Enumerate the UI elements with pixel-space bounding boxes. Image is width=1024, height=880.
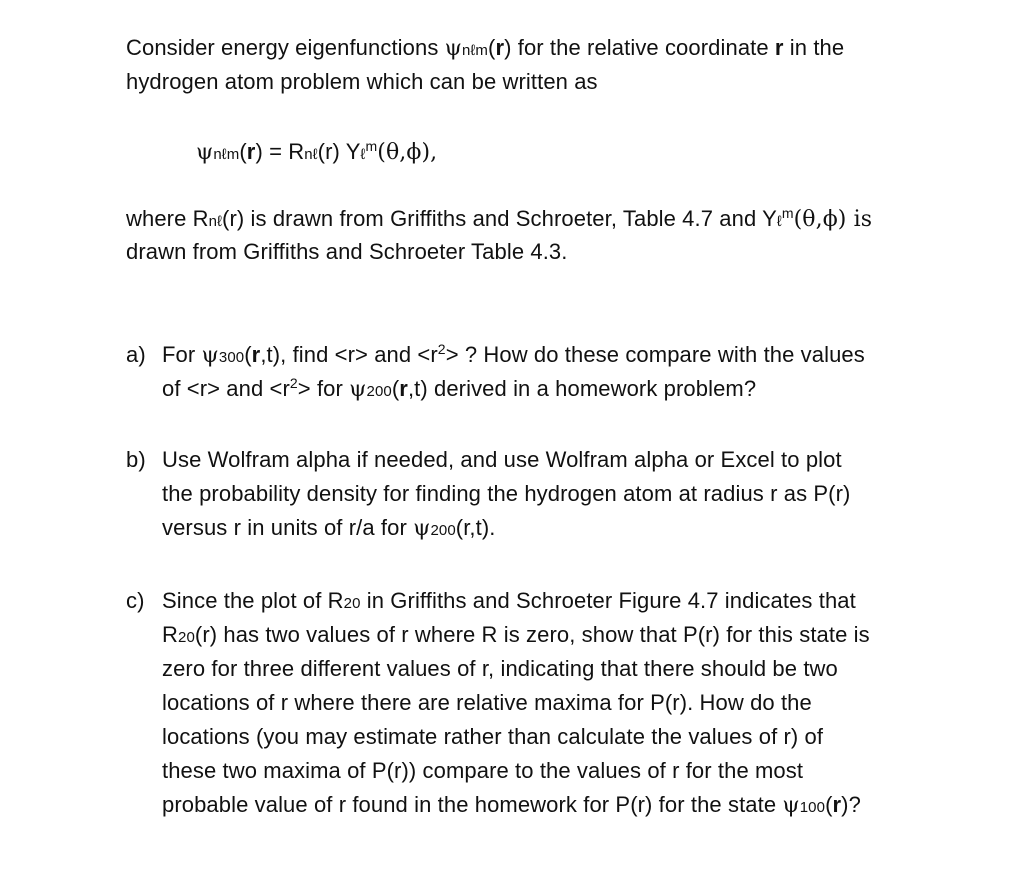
part-c-line-1: Since the plot of R20 in Griffiths and Schroeter Figure 4.7 indicates that [162,588,856,613]
part-c-line-5: locations (you may estimate rather than calculate the values of r) of [162,724,824,749]
part-c-line-6: these two maxima of P(r)) compare to the values of r for the most [162,758,804,783]
part-a-label: a) [126,342,146,367]
part-c-line-3: zero for three different values of r, indicating that there should be two [162,656,838,681]
intro-line-2: hydrogen atom problem which can be written as [126,69,598,94]
part-c-line-4: locations of r where there are relative maxima for P(r). How do the [162,690,812,715]
part-b-label: b) [126,447,146,472]
part-c-line-2: R20(r) has two values of r where R is zero, show that P(r) for this state is [162,622,870,647]
part-a-line-1: For ψ300(r,t), find <r> and $<r^2>$ ? How do these compare with the values [162,341,865,368]
intro-line-1: Consider energy eigenfunctions ψnℓm(r) for the relative coordinate r in the [126,35,845,61]
part-c-label: c) [126,588,145,613]
part-a-line-2: of <r> and $<r^2>$ for ψ200(r,t) derived in a homework problem? [162,375,757,402]
part-c-line-7: probable value of r found in the homework for P(r) for the state ψ100(r)? [162,792,861,818]
part-b-line-3: versus r in units of r/a for ψ200(r,t). [162,515,496,541]
wavefunction-equation: ψnℓm(r) = Rnℓ(r) Yℓ$^m$(θ,ϕ), [196,138,438,165]
part-b-line-1: Use Wolfram alpha if needed, and use Wolfram alpha or Excel to plot [162,447,842,472]
where-line-1: where Rnℓ(r) is drawn from Griffiths and Schroeter, Table 4.7 and Yℓ$^m$(θ,ϕ) is [126,205,873,232]
part-b-line-2: the probability density for finding the hydrogen atom at radius r as P(r) [162,481,851,506]
where-line-2: drawn from Griffiths and Schroeter Table 4.3. [126,239,568,264]
